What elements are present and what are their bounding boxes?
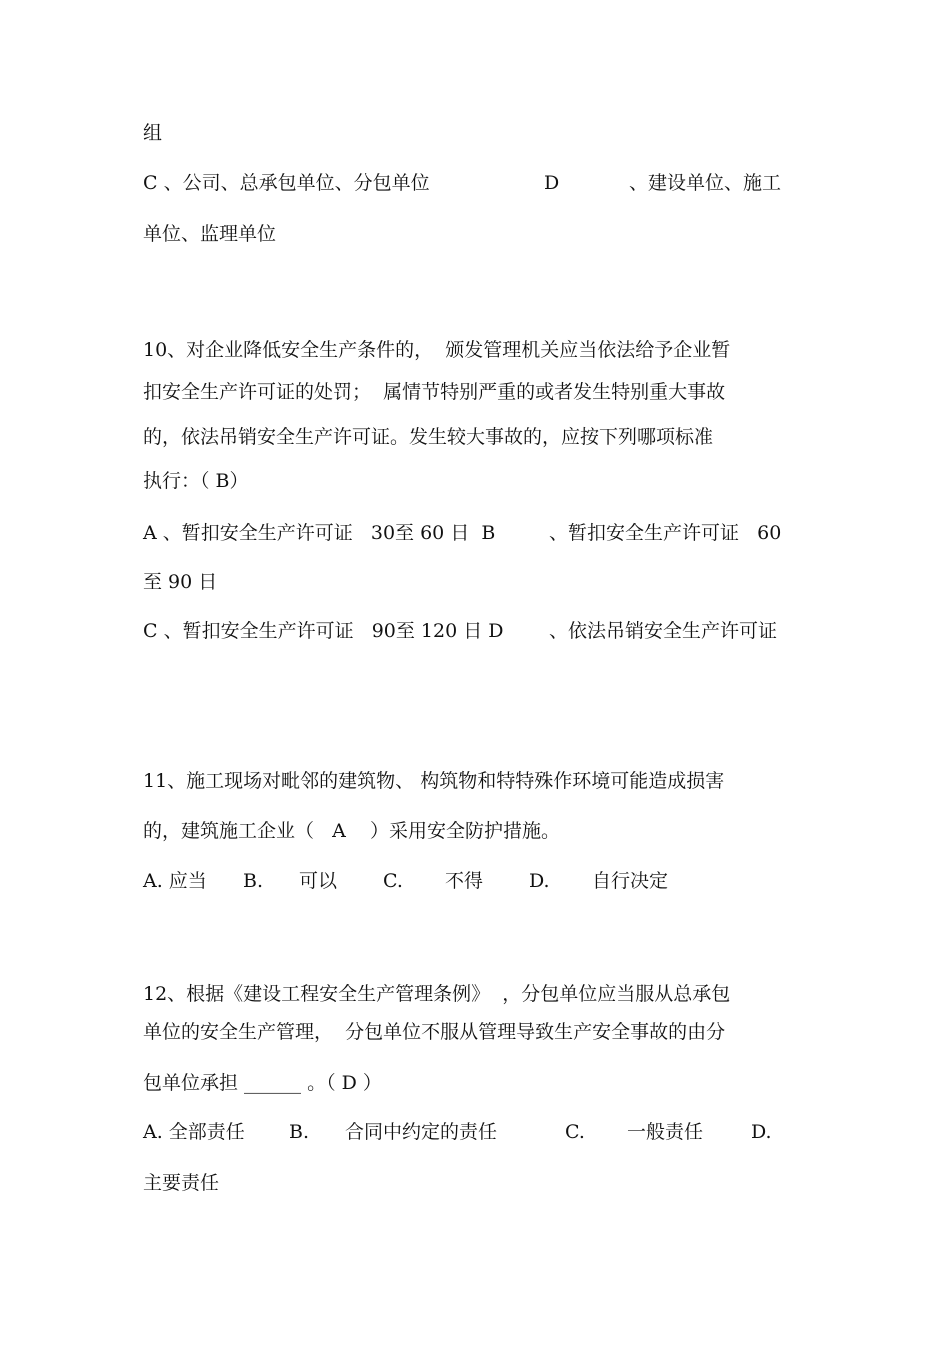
option-b-continued: 至 90 日 [143, 571, 218, 593]
question-text-line: 的，建筑施工企业（ A ）采用安全防护措施。 [143, 820, 560, 842]
option-d: 、建设单位、施工 [629, 172, 782, 194]
option-row-cd [143, 619, 803, 643]
option-c-letter: C. [383, 870, 403, 892]
option-row-ab [143, 521, 803, 545]
option-row-cd [143, 171, 803, 195]
question-text-line: 10、对企业降低安全生产条件的， 颁发管理机关应当依法给予企业暂 [143, 339, 731, 361]
option-a: A. 全部责任 [143, 1121, 245, 1143]
question-answer-line: 执行：（ B） [143, 470, 249, 492]
option-row [143, 869, 803, 893]
option-d: 主要责任 [143, 1172, 220, 1194]
question-text-line: 11、施工现场对毗邻的建筑物、 构筑物和特特殊作环境可能造成损害 [143, 770, 725, 792]
option-d: 、依法吊销安全生产许可证 [549, 620, 778, 642]
fragment-line: 组 [143, 122, 163, 144]
option-d: 自行决定 [592, 870, 669, 892]
option-b: 合同中约定的责任 [345, 1121, 498, 1143]
option-b: 、暂扣安全生产许可证 60 [549, 522, 782, 544]
option-d-letter: D [544, 172, 560, 194]
question-text-line: 单位的安全生产管理， 分包单位不服从管理导致生产安全事故的由分 [143, 1021, 726, 1043]
option-row [143, 1120, 803, 1144]
option-b-letter: B. [243, 870, 264, 892]
option-a: A. 应当 [143, 870, 207, 892]
question-text-line: 扣安全生产许可证的处罚； 属情节特别严重的或者发生特别重大事故 [143, 381, 726, 403]
question-text-line: 的，依法吊销安全生产许可证。发生较大事故的，应按下列哪项标准 [143, 426, 714, 448]
option-a: A 、暂扣安全生产许可证 30至 60 日 B [143, 522, 496, 544]
option-d-letter: D. [751, 1121, 772, 1143]
question-text-line: 12、根据《建设工程安全生产管理条例》 ，分包单位应当服从总承包 [143, 983, 731, 1005]
option-c: 一般责任 [627, 1121, 704, 1143]
option-c: C 、暂扣安全生产许可证 90至 120 日 D [143, 620, 504, 642]
option-b: 可以 [299, 870, 338, 892]
option-c: C 、公司、总承包单位、分包单位 [143, 172, 430, 194]
option-b-letter: B. [289, 1121, 310, 1143]
option-c-letter: C. [565, 1121, 585, 1143]
option-d-letter: D. [529, 870, 550, 892]
question-text-line: 包单位承担 ______ 。（ D ） [143, 1072, 382, 1094]
option-d-continued: 单位、监理单位 [143, 223, 277, 245]
option-c: 不得 [445, 870, 484, 892]
